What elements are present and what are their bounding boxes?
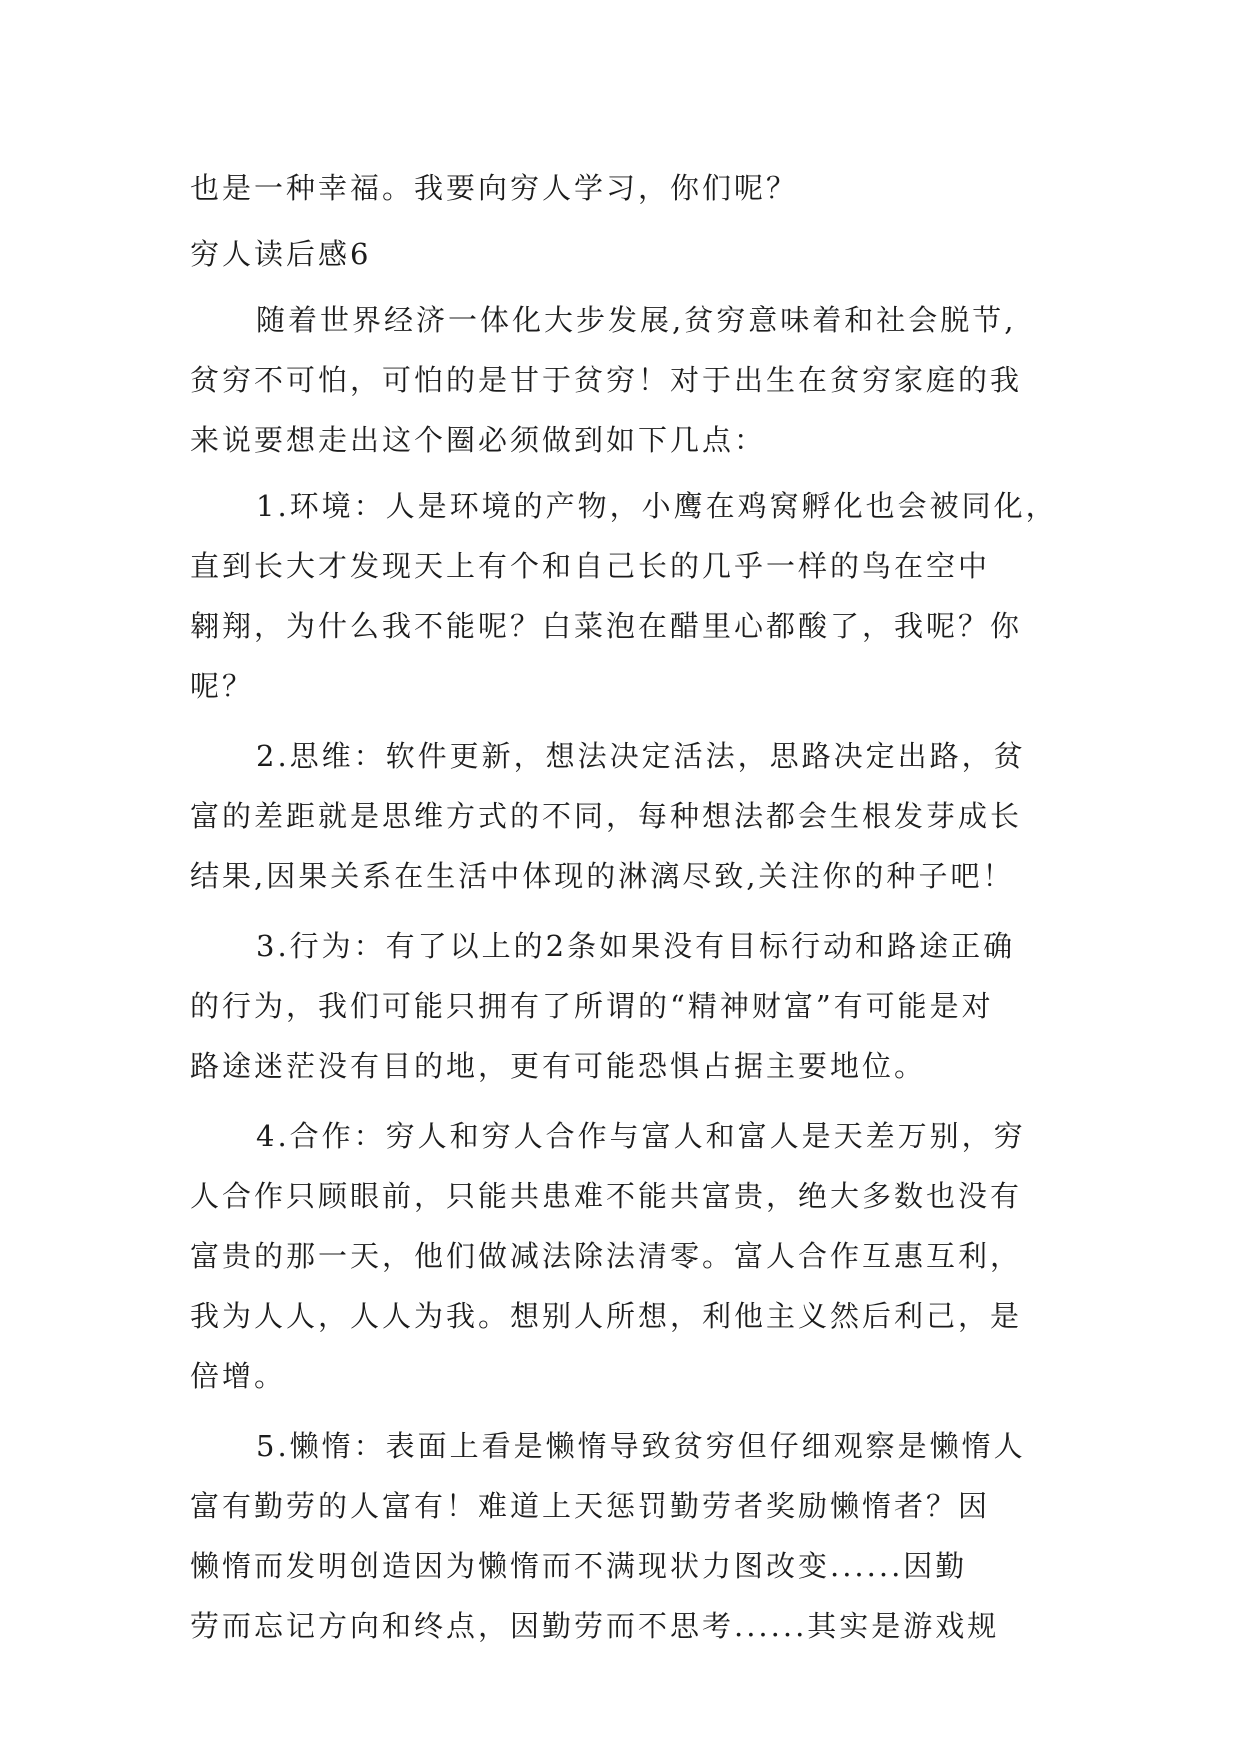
text-line: 路途迷茫没有目的地，更有可能恐惧占据主要地位。 [190,1049,927,1083]
text-line: 人合作只顾眼前，只能共患难不能共富贵，绝大多数也没有 [190,1179,1023,1213]
text-line: 直到长大才发现天上有个和自己长的几乎一样的鸟在空中 [190,549,991,583]
text-line: 呢？ [190,669,255,703]
text-line: 结果,因果关系在生活中体现的淋漓尽致,关注你的种子吧！ [190,859,1015,893]
paragraph-first-line: 随着世界经济一体化大步发展,贫穷意味着和社会脱节, [256,303,1017,337]
text-line: 富的差距就是思维方式的不同，每种想法都会生根发芽成长 [190,799,1023,833]
text-line: 富贵的那一天，他们做减法除法清零。富人合作互惠互利， [190,1239,1023,1273]
text-line: 的行为，我们可能只拥有了所谓的“精神财富”有可能是对 [190,989,994,1023]
text-line: 富有勤劳的人富有！难道上天惩罚勤劳者奖励懒惰者？因 [190,1489,991,1523]
list-item-laziness: 5.懒惰：表面上看是懒惰导致贫穷但仔细观察是懒惰人 [256,1429,1026,1463]
text-line: 我为人人，人人为我。想别人所想，利他主义然后利己，是 [190,1299,1023,1333]
document-body [190,158,1090,1656]
text-line: 劳而忘记方向和终点，因勤劳而不思考......其实是游戏规 [190,1609,1000,1643]
text-line: 来说要想走出这个圈必须做到如下几点： [190,423,767,457]
list-item-environment: 1.环境：人是环境的产物，小鹰在鸡窝孵化也会被同化， [256,489,1058,523]
list-item-behavior: 3.行为：有了以上的2条如果没有目标行动和路途正确 [256,929,1016,963]
text-line: 也是一种幸福。我要向穷人学习，你们呢？ [190,171,799,205]
list-item-cooperation: 4.合作：穷人和穷人合作与富人和富人是天差万别，穷 [256,1119,1026,1153]
text-line: 贫穷不可怕，可怕的是甘于贫穷！对于出生在贫穷家庭的我 [190,363,1023,397]
text-line: 懒惰而发明创造因为懒惰而不满现状力图改变......因勤 [190,1549,968,1583]
text-line: 翱翔，为什么我不能呢？白菜泡在醋里心都酸了，我呢？你 [190,609,1023,643]
text-line: 倍增。 [190,1359,287,1393]
section-heading: 穷人读后感6 [190,237,372,271]
list-item-thinking: 2.思维：软件更新，想法决定活法，思路决定出路，贫 [256,739,1026,773]
